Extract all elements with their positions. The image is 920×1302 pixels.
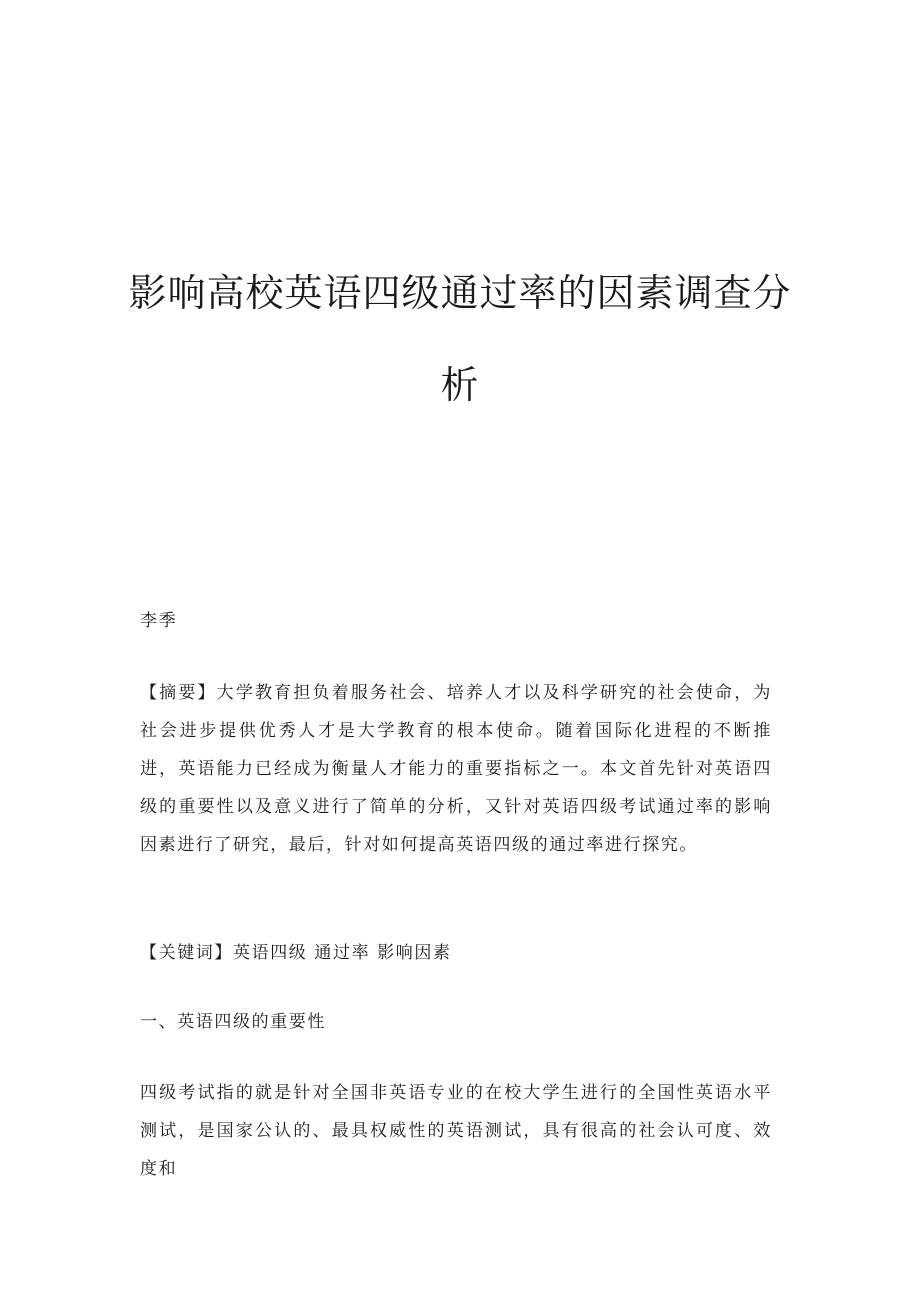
abstract-paragraph: 【摘要】大学教育担负着服务社会、培养人才以及科学研究的社会使命，为社会进步提供优秀人才是大学教育的根本使命。随着国际化进程的不断推进，英语能力已经成为衡量人才能力的重要指标之一。本文首先针对英语四级的重要性以及意义进行了简单的分析，又针对英语四级考试通过率的影响因素进行了研究，最后，针对如何提高英语四级的通过率进行探究。 xyxy=(140,683,772,855)
keywords-line: 【关键词】英语四级 通过率 影响因素 xyxy=(140,943,452,963)
author-name: 李季 xyxy=(140,611,178,631)
body-paragraph: 四级考试指的就是针对全国非英语专业的在校大学生进行的全国性英语水平测试，是国家公认的、最具权威性的英语测试，具有很高的社会认可度、效度和 xyxy=(140,1083,772,1179)
document-title: 影响高校英语四级通过率的因素调查分析 xyxy=(128,271,792,408)
section-heading: 一、英语四级的重要性 xyxy=(140,1012,326,1032)
